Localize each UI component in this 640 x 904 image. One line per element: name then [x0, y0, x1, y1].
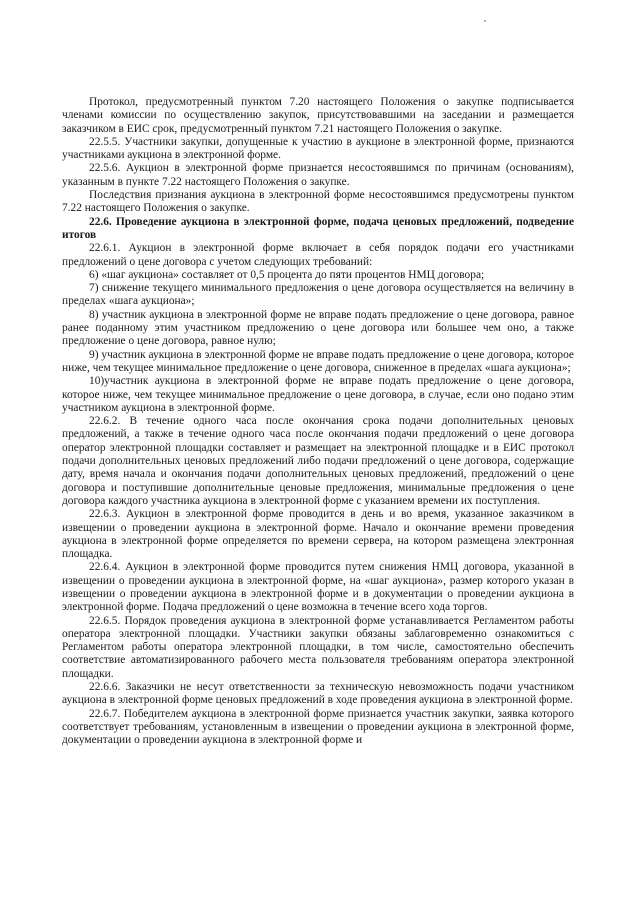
- paragraph: 8) участник аукциона в электронной форме не вправе подать предложение о цене договора, равное ранее поданному этим участником предложению о цене договора или большее чем оно, а также предложение о цене договора, равное нулю;: [62, 308, 574, 348]
- paragraph: Последствия признания аукциона в электронной форме несостоявшимся предусмотрены пунктом 7.22 настоящего Положения о закупке.: [62, 189, 574, 215]
- paragraph: 6) «шаг аукциона» составляет от 0,5 процента до пяти процентов НМЦ договора;: [89, 268, 485, 281]
- paragraph: 10)участник аукциона в электронной форме не вправе подать предложение о цене договора, которое ниже, чем текущее минимальное предложение о цене договора, в случае, если оно подано этим участником аукциона в электронной форме.: [62, 375, 574, 414]
- paragraph: 7) снижение текущего минимального предложения о цене договора осуществляется на величину в пределах «шага аукциона»;: [62, 282, 574, 308]
- paragraph: 22.5.6. Аукцион в электронной форме признается несостоявшимся по причинам (основаниям), указанным в пункте 7.22 настоящего Положения о закупке.: [62, 162, 574, 188]
- document-body: [62, 96, 574, 748]
- paragraph: Протокол, предусмотренный пунктом 7.20 настоящего Положения о закупке подписывается членами комиссии по осуществлению закупок, присутствовавшими на заседании и размещается заказчиком в ЕИС срок, предусмотренный пунктом 7.21 настоящего Положения о закупке.: [62, 96, 574, 135]
- scan-speck: [484, 20, 486, 22]
- paragraph: 9) участник аукциона в электронной форме не вправе подать предложение о цене договора, которое ниже, чем текущее минимальное предложение о цене договора, сниженное в пределах «шага аукциона»;: [62, 348, 574, 374]
- paragraph: 22.6.5. Порядок проведения аукциона в электронной форме устанавливается Регламентом работы оператора электронной площадки. Участники закупки обязаны заблаговременно ознакомиться с Регламентом работы оператора электронной площадки, в том числе, самостоятельно обеспечить соответствие автоматизированного рабочего места пользователя требованиям оператора электронной площадки.: [62, 614, 574, 680]
- paragraph: 22.6.3. Аукцион в электронной форме проводится в день и во время, указанное заказчиком в извещении о проведении аукциона в электронной форме. Начало и окончание времени проведения аукциона в электронной форме определяется по времени сервера, на котором размещена электронная площадка.: [62, 508, 574, 561]
- paragraph: 22.6.1. Аукцион в электронной форме включает в себя порядок подачи его участниками предложений о цене договора с учетом следующих требований:: [62, 242, 574, 268]
- paragraph: 22.5.5. Участники закупки, допущенные к участию в аукционе в электронной форме, признаются участниками аукциона в электронной форме.: [62, 135, 574, 162]
- paragraph: 22.6.4. Аукцион в электронной форме проводится путем снижения НМЦ договора, указанной в извещении о проведении аукциона в электронной форме, на «шаг аукциона», размер которого указан в извещении о проведении аукциона в электронной форме и в документации о проведении аукциона в электронной форме. Подача предложений о цене возможна в течение всего хода торгов.: [62, 561, 574, 614]
- paragraph: 22.6.6. Заказчики не несут ответственности за техническую невозможность подачи участником аукциона в электронной форме ценовых предложений в ходе проведения аукциона в электронной форме.: [62, 681, 574, 707]
- paragraph: 22.6.2. В течение одного часа после окончания срока подачи дополнительных ценовых предложений, а также в течение одного часа после окончания подачи предложений о цене договора оператор электронной площадки составляет и размещает на электронной площадке и в ЕИС протокол подачи дополнительных ценовых предложений либо подачи предложений о цене договора, содержащие дату, время начала и окончания подачи дополнительных ценовых предложений, предложений о цене договора и поступившие дополнительные ценовые предложения, минимальные предложения о цене договора каждого участника аукциона в электронной форме с указанием времени их поступления.: [62, 415, 574, 507]
- section-heading: 22.6. Проведение аукциона в электронной форме, подача ценовых предложений, подведение итогов: [62, 215, 574, 241]
- paragraph: 22.6.7. Победителем аукциона в электронной форме признается участник закупки, заявка которого соответствует требованиям, установленным в извещении о проведении аукциона в электронной форме, документации о проведении аукциона в электронной форме и: [62, 707, 574, 747]
